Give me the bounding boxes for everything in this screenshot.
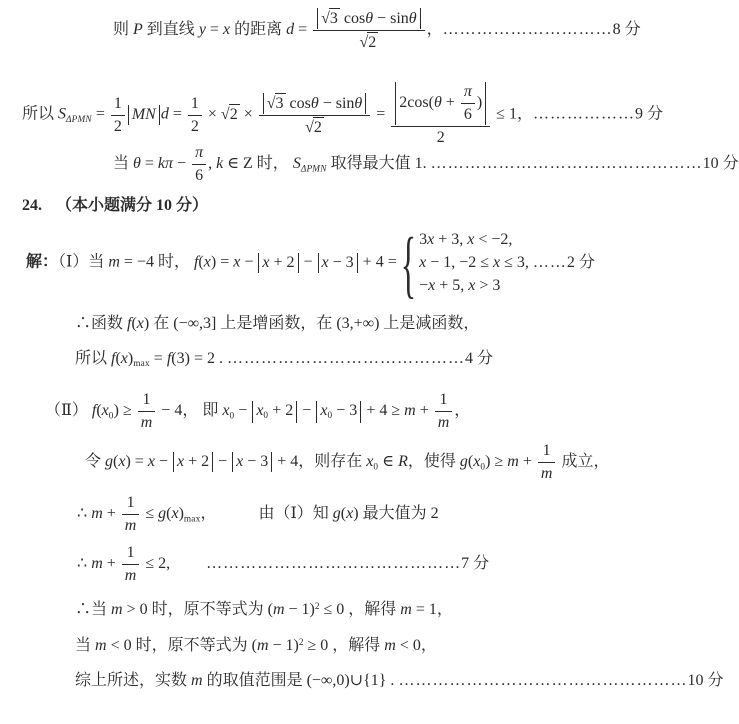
text-run: ) = [210,253,234,271]
sqrt-radical [221,104,240,125]
fraction-denominator [313,31,425,53]
text-run: 成立， [557,453,610,471]
absolute-value [317,8,421,29]
text-run: − 3 [328,253,354,271]
text-run: + [441,94,459,112]
text-run: 当 [75,637,96,654]
text-run: 到直线 [142,21,199,39]
math-variable: θ [365,10,374,27]
math-variable: θ [433,94,442,112]
fraction-numerator [259,93,371,116]
math-fraction [538,441,556,484]
fraction-denominator [538,463,556,484]
line-case-m-positive [75,600,453,620]
superscript: 2 [314,601,320,612]
fraction-denominator [435,412,453,433]
math-variable: m [124,567,137,584]
text-run: − [173,155,191,173]
text-run: = [149,350,167,367]
math-variable: x [346,505,354,523]
subscript: 0 [327,411,333,422]
line-area-formula [22,82,663,148]
math-variable: g [158,505,167,523]
text-run: − sin [373,10,409,27]
text-run: ≤ 0 ，解得 [319,601,401,618]
text-run: ( [131,315,137,332]
radical-sign: √ [220,105,230,123]
math-variable: R [398,453,408,471]
text-run: 2 [229,105,238,123]
fraction-numerator [111,94,125,116]
text-run: 所以 [22,105,59,123]
text-run: 2 分 [566,254,595,271]
dotted-leader: …………………………………………… [398,672,688,689]
math-variable: x [427,231,435,248]
math-variable: π [195,144,204,161]
math-variable: m [507,453,519,471]
radical-sign: √ [359,34,369,51]
radicand [275,93,286,114]
text-run: ( [115,350,121,367]
text-run: ， [426,21,443,39]
problem-24-heading [22,196,208,216]
math-variable: m [95,637,107,654]
text-run: ) [476,94,483,112]
text-run: 2 [368,34,377,51]
math-variable: x [262,253,270,271]
fraction-denominator [259,116,371,138]
text-run: ) = [125,453,148,471]
math-variable: kπ [157,155,174,173]
text-run: ) ≥ [113,402,136,420]
superscript: 2 [298,637,304,648]
subscript: max [183,514,201,525]
text-run: ( [198,253,204,271]
text-run: 综上所述，实数 [75,672,192,689]
fraction-numerator [138,390,156,412]
text-run: + [102,505,120,523]
text-run: − [240,253,258,271]
math-variable: m [124,517,137,534]
text-run: 2 [313,118,322,136]
text-run: ≤ [141,505,159,523]
fraction-denominator [122,565,140,586]
math-variable: P [133,21,143,39]
absolute-value [128,105,160,125]
math-variable: f [111,350,116,367]
math-variable: k [216,155,224,173]
text-run: ≤ 1， [492,105,533,123]
math-variable: x [147,453,155,471]
math-variable: x [222,21,231,39]
text-run: − [419,277,429,294]
math-fraction [259,93,371,138]
math-variable: S [292,155,301,173]
math-fraction [111,94,125,137]
math-variable: θ [354,94,363,112]
line-case-m-negative [75,636,437,656]
text-run: （Ⅰ）当 [58,253,109,271]
text-run: ∴函数 [75,315,128,332]
math-variable: x [101,402,109,420]
dotted-leader: ………………………………………… [430,155,703,173]
text-run: 则 [113,21,134,39]
text-run: ( [166,505,172,523]
math-variable: x [222,402,230,420]
text-run: 10 分 [687,672,724,689]
text-run: 2cos( [399,94,434,112]
math-variable: m [91,505,103,523]
line-f-max-value [75,349,493,371]
math-fraction [188,94,202,137]
text-run: − sin [318,94,355,112]
math-variable: x [203,253,211,271]
text-run: + 5, [435,277,469,294]
math-fraction [391,82,490,148]
fraction-numerator [192,143,206,165]
text-run: 的距离 [230,21,287,39]
text-run: = [168,105,186,123]
text-run: − [299,253,317,271]
line-g-definition [85,441,609,484]
text-run: 1 [439,391,448,408]
text-run: ( [340,505,347,523]
math-variable: x [171,505,179,523]
text-run: + 2 [269,253,295,271]
dotted-leader: ……………………………………… [206,555,462,573]
fraction-denominator [111,116,125,137]
text-run: < −2, [474,231,513,248]
math-variable: x [468,277,476,294]
text-run: ) 在 (−∞,3] 上是增函数，在 (3,+∞) 上是减函数， [143,315,480,332]
text-run: ( [113,453,119,471]
math-fraction [313,8,425,53]
math-variable: x [136,315,144,332]
cases-brace: { [400,220,417,306]
case-row [419,253,595,273]
math-variable: g [459,453,468,471]
line-g-max-bound [77,493,439,536]
fraction-denominator [192,165,206,186]
math-variable: y [198,21,206,39]
subscript: 0 [263,411,269,422]
text-run: 所以 [75,350,112,367]
text-run: 3 [419,231,428,248]
math-fraction [138,390,156,433]
text-run: 令 [85,453,106,471]
text-run: ≥ 0 ，解得 [303,637,385,654]
text-run: > 3 [475,277,501,294]
sqrt-radical [267,93,286,114]
math-variable: m [384,637,396,654]
text-run: ∴ [77,555,92,573]
math-variable: m [111,601,123,618]
text-run: ( [96,402,102,420]
math-variable: m [272,601,285,618]
radicand [229,104,240,125]
text-run: 2 [113,117,122,135]
math-variable: x [321,253,329,271]
line-monotonicity [75,314,479,334]
math-variable: f [193,253,199,271]
text-run: 1 [142,391,151,408]
math-variable: x [493,254,501,271]
text-run: = [91,105,109,123]
absolute-value [316,401,361,423]
math-fraction [122,543,140,586]
bold-text: 解： [26,253,59,271]
math-variable: x [236,453,244,471]
math-variable: m [191,672,203,689]
text-run: 3 [275,94,284,112]
subscript: 0 [373,462,379,473]
text-run: × [203,105,221,123]
case-row [419,276,500,296]
math-variable: x [320,402,328,420]
dotted-leader: …………………………………… [226,350,465,367]
math-variable: θ [133,155,141,173]
text-run: 10 分 [702,155,739,173]
math-variable: m [108,253,120,271]
text-run: 的取值范围是 (−∞,0)∪{1} . [202,672,399,689]
math-variable: x [256,402,264,420]
line-distance-formula [113,8,641,53]
text-run: = [372,105,390,123]
subscript: 0 [229,411,235,422]
text-run: 7 分 [461,555,490,573]
math-variable: d [160,105,169,123]
text-run: 2 [190,117,199,135]
text-run: + 4 = [358,253,401,271]
line-part2-inequality [45,390,470,433]
math-variable: m [256,637,269,654]
text-run: ， [454,402,471,420]
text-run: 1 [126,544,135,561]
text-run: 当 [113,155,134,173]
text-run: + [415,402,433,420]
radicand [313,117,324,138]
cases-column [419,230,595,296]
text-run: + [518,453,536,471]
text-run: + 3, [434,231,468,248]
fraction-numerator [461,82,475,104]
text-run: × [239,105,257,123]
math-variable: m [437,414,450,431]
text-run: ( [467,453,474,471]
subscript: 0 [480,462,486,473]
text-run: 1 [126,494,135,511]
text-run: = [294,21,312,39]
absolute-value [318,253,358,273]
fraction-numerator [538,441,556,463]
math-variable: x [419,254,427,271]
text-run: ，使得 [407,453,460,471]
math-variable: m [404,402,416,420]
text-run: − 1) [268,637,299,654]
absolute-value [173,452,213,472]
text-run: （Ⅱ） [45,402,92,420]
text-run: − [234,402,252,420]
math-variable: m [91,555,103,573]
text-run: + 4，则存在 [273,453,367,471]
radical-sign: √ [321,10,330,27]
text-run: ≤ 2, [141,555,171,573]
math-variable: x [118,453,126,471]
problem-title: （本小题满分 10 分） [56,197,209,214]
text-run: = −4 时， [119,253,194,271]
text-run: = 1， [411,601,453,618]
absolute-value [258,253,298,273]
line-m-bound [77,543,489,586]
radicand [367,32,378,53]
absolute-value [232,452,272,472]
absolute-value [263,93,367,114]
text-run: ) ≥ [485,453,508,471]
text-run: ≤ 3, [500,254,533,271]
text-run: = [140,155,158,173]
text-run: 6 [195,167,204,184]
text-run: ， [200,505,217,523]
text-run: ) 最大值为 2 [353,505,439,523]
math-variable: m [400,601,412,618]
math-variable: m [140,414,153,431]
line-conclusion [75,671,723,691]
math-variable: θ [408,10,417,27]
math-variable: f [166,350,172,367]
text-run: (3) = 2 . [171,350,227,367]
text-run: ∴ [77,505,92,523]
line-part1-piecewise [26,220,595,306]
fraction-numerator [122,543,140,565]
subscript: ΔPMN [66,114,92,125]
math-variable: f [91,402,97,420]
line-theta-max [113,143,739,186]
text-run: + [102,555,120,573]
case-row [419,230,512,250]
dotted-leader: ………………………… [442,21,613,39]
text-run: 4 分 [464,350,493,367]
text-run: , [208,155,217,173]
math-variable: S [58,105,67,123]
text-run: 1 [113,94,122,112]
math-fraction [192,143,206,186]
text-run: 3 [329,10,338,27]
fraction-numerator [188,94,202,116]
absolute-value [252,401,297,423]
text-run: − 3 [243,453,269,471]
text-run: − [298,402,316,420]
text-run: ) [178,505,184,523]
text-run: ∈ [378,453,399,471]
dotted-leader: ……………… [532,105,635,123]
math-variable: x [473,453,481,471]
text-run: + 2 [184,453,210,471]
text-run: cos [339,10,366,27]
text-run: − 3 [332,402,358,420]
math-variable: x [428,277,436,294]
sqrt-radical [321,8,340,29]
fraction-denominator [188,116,202,137]
text-run: − [214,453,232,471]
text-run: − 1) [284,601,315,618]
text-run: − 1, −2 ≤ [426,254,494,271]
radical-sign: √ [305,118,314,136]
math-variable: g [105,453,114,471]
fraction-denominator [138,412,156,433]
sqrt-radical [305,117,324,138]
text-run: ) [127,350,134,367]
math-variable: θ [310,94,319,112]
math-variable: π [463,83,472,100]
math-fraction [122,493,140,536]
math-variable: d [286,21,295,39]
text-run: 8 分 [612,21,641,39]
math-variable: x [366,453,374,471]
math-variable: m [540,465,553,482]
fraction-denominator [122,515,140,536]
math-fraction [461,82,475,125]
radical-sign: √ [266,94,276,112]
text-run: < 0， [395,637,437,654]
text-run: 6 [463,106,472,123]
text-run: 由（Ⅰ）知 [258,505,333,523]
math-variable: x [467,231,475,248]
sqrt-radical [359,32,378,53]
math-variable: g [332,505,341,523]
math-variable: x [176,453,185,471]
problem-number: 24. [22,197,42,214]
text-run: + 2 [268,402,294,420]
radicand [329,8,340,29]
text-run: − 4， 即 [157,402,223,420]
math-variable: MN [131,105,156,123]
text-run: < 0 时，原不等式为 ( [106,637,257,654]
text-run: 1 [190,94,199,112]
absolute-value [395,82,486,125]
text-run: 2 [436,129,445,146]
text-run: 9 分 [634,105,663,123]
fraction-denominator [461,104,475,125]
text-run: − [154,453,172,471]
math-variable: f [127,315,132,332]
math-variable: x [233,253,241,271]
subscript: ΔPMN [300,164,327,175]
dotted-leader: …… [532,254,567,271]
fraction-numerator [391,82,490,127]
text-run: cos [285,94,311,112]
math-fraction [435,390,453,433]
text-run: ∈ Z 时， [223,155,293,173]
piecewise-cases [400,220,595,306]
text-run: = [205,21,223,39]
subscript: max [133,359,150,370]
fraction-numerator [122,493,140,515]
fraction-numerator [435,390,453,412]
subscript: 0 [108,411,114,422]
text-run: 1 [542,442,551,459]
text-run: ∴当 [75,601,112,618]
text-run: > 0 时，原不等式为 ( [122,601,273,618]
math-variable: x [120,350,128,367]
text-run: + 4 ≥ [362,402,405,420]
text-run: 取得最大值 1. [326,155,431,173]
fraction-numerator [313,8,425,31]
